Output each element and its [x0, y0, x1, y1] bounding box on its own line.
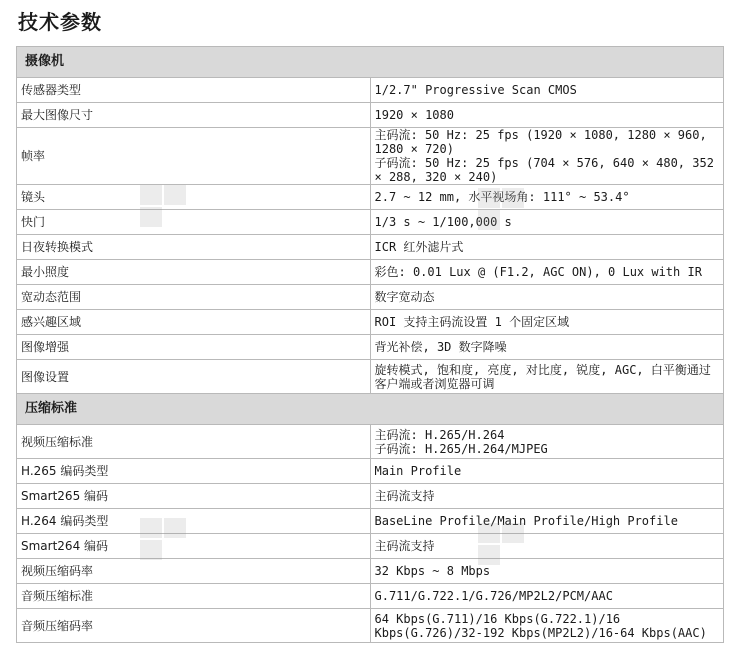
row-value: [370, 459, 724, 484]
value-line: G.711/G.722.1/G.726/MP2L2/PCM/AAC: [374, 589, 613, 603]
value-line: 2.7 ~ 12 mm, 水平视场角: 111° ~ 53.4°: [374, 190, 630, 204]
row-label: Smart264 编码: [17, 534, 371, 559]
row-label: 快门: [17, 210, 371, 235]
row-label: 感兴趣区域: [17, 310, 371, 335]
row-value: [370, 185, 724, 210]
table-row: [17, 484, 724, 509]
value-line: 主码流: 50 Hz: 25 fps (1920 × 1080, 1280 × 960, 1280 × 720): [374, 128, 707, 156]
value-line: 64 Kbps(G.711)/16 Kbps(G.722.1)/16 Kbps(G.726)/32-192 Kbps(MP2L2)/16-64 Kbps(AAC): [374, 611, 707, 640]
spec-table: [16, 46, 724, 643]
row-value: [370, 584, 724, 609]
section-header: [17, 394, 724, 425]
table-row: [17, 559, 724, 584]
row-value: [370, 285, 724, 310]
value-line: 子码流: H.265/H.264/MJPEG: [374, 441, 548, 456]
row-value: [370, 509, 724, 534]
row-label: 最大图像尺寸: [17, 103, 371, 128]
value-line: 数字宽动态: [374, 290, 435, 304]
row-label: H.265 编码类型: [17, 459, 371, 484]
row-value: [370, 235, 724, 260]
table-row: [17, 459, 724, 484]
row-label: H.264 编码类型: [17, 509, 371, 534]
row-value: [370, 534, 724, 559]
row-label: 传感器类型: [17, 78, 371, 103]
value-line: 32 Kbps ~ 8 Mbps: [374, 564, 491, 578]
value-line: 子码流: 50 Hz: 25 fps (704 × 576, 640 × 480, 352 × 288, 320 × 240): [374, 156, 714, 184]
row-value: [370, 210, 724, 235]
row-label: 日夜转换模式: [17, 235, 371, 260]
value-line: 主码流支持: [374, 489, 435, 503]
row-value: [370, 128, 724, 185]
value-line: 1/2.7" Progressive Scan CMOS: [374, 83, 577, 97]
table-row: [17, 260, 724, 285]
value-line: ICR 红外滤片式: [374, 240, 464, 254]
table-row: [17, 584, 724, 609]
row-label: 图像增强: [17, 335, 371, 360]
row-value: [370, 360, 724, 394]
row-label: 宽动态范围: [17, 285, 371, 310]
row-value: [370, 609, 724, 643]
table-row: [17, 360, 724, 394]
value-line: 彩色: 0.01 Lux @ (F1.2, AGC ON), 0 Lux with IR: [374, 265, 702, 279]
value-line: Main Profile: [374, 464, 462, 478]
value-line: 1/3 s ~ 1/100,000 s: [374, 215, 512, 229]
page-title: 技术参数: [18, 10, 102, 34]
row-value: [370, 484, 724, 509]
value-line: BaseLine Profile/Main Profile/High Profile: [374, 514, 678, 528]
row-label: 音频压缩码率: [17, 609, 371, 643]
row-label: 帧率: [17, 128, 371, 185]
table-row: [17, 310, 724, 335]
row-value: [370, 559, 724, 584]
row-value: [370, 310, 724, 335]
table-row: [17, 425, 724, 459]
row-value: [370, 425, 724, 459]
row-label: 最小照度: [17, 260, 371, 285]
section-title: 摄像机: [17, 47, 724, 78]
table-row: [17, 78, 724, 103]
value-line: 主码流: H.265/H.264: [374, 427, 505, 442]
value-line: 主码流支持: [374, 539, 435, 553]
row-value: [370, 260, 724, 285]
table-row: [17, 335, 724, 360]
value-line: ROI 支持主码流设置 1 个固定区域: [374, 315, 570, 329]
table-row: [17, 128, 724, 185]
table-row: [17, 534, 724, 559]
value-line: 背光补偿, 3D 数字降噪: [374, 340, 507, 354]
row-value: [370, 78, 724, 103]
table-row: [17, 235, 724, 260]
row-label: 图像设置: [17, 360, 371, 394]
table-row: [17, 103, 724, 128]
row-label: 视频压缩标准: [17, 425, 371, 459]
value-line: 1920 × 1080: [374, 108, 454, 122]
table-row: [17, 185, 724, 210]
row-label: 音频压缩标准: [17, 584, 371, 609]
value-line: 旋转模式, 饱和度, 亮度, 对比度, 锐度, AGC, 白平衡通过客户端或者浏览器可调: [374, 362, 711, 391]
row-label: Smart265 编码: [17, 484, 371, 509]
row-label: 视频压缩码率: [17, 559, 371, 584]
table-row: [17, 285, 724, 310]
row-value: [370, 103, 724, 128]
row-value: [370, 335, 724, 360]
table-row: [17, 509, 724, 534]
table-row: [17, 609, 724, 643]
table-row: [17, 210, 724, 235]
section-title: 压缩标准: [17, 394, 724, 425]
row-label: 镜头: [17, 185, 371, 210]
section-header: [17, 47, 724, 78]
